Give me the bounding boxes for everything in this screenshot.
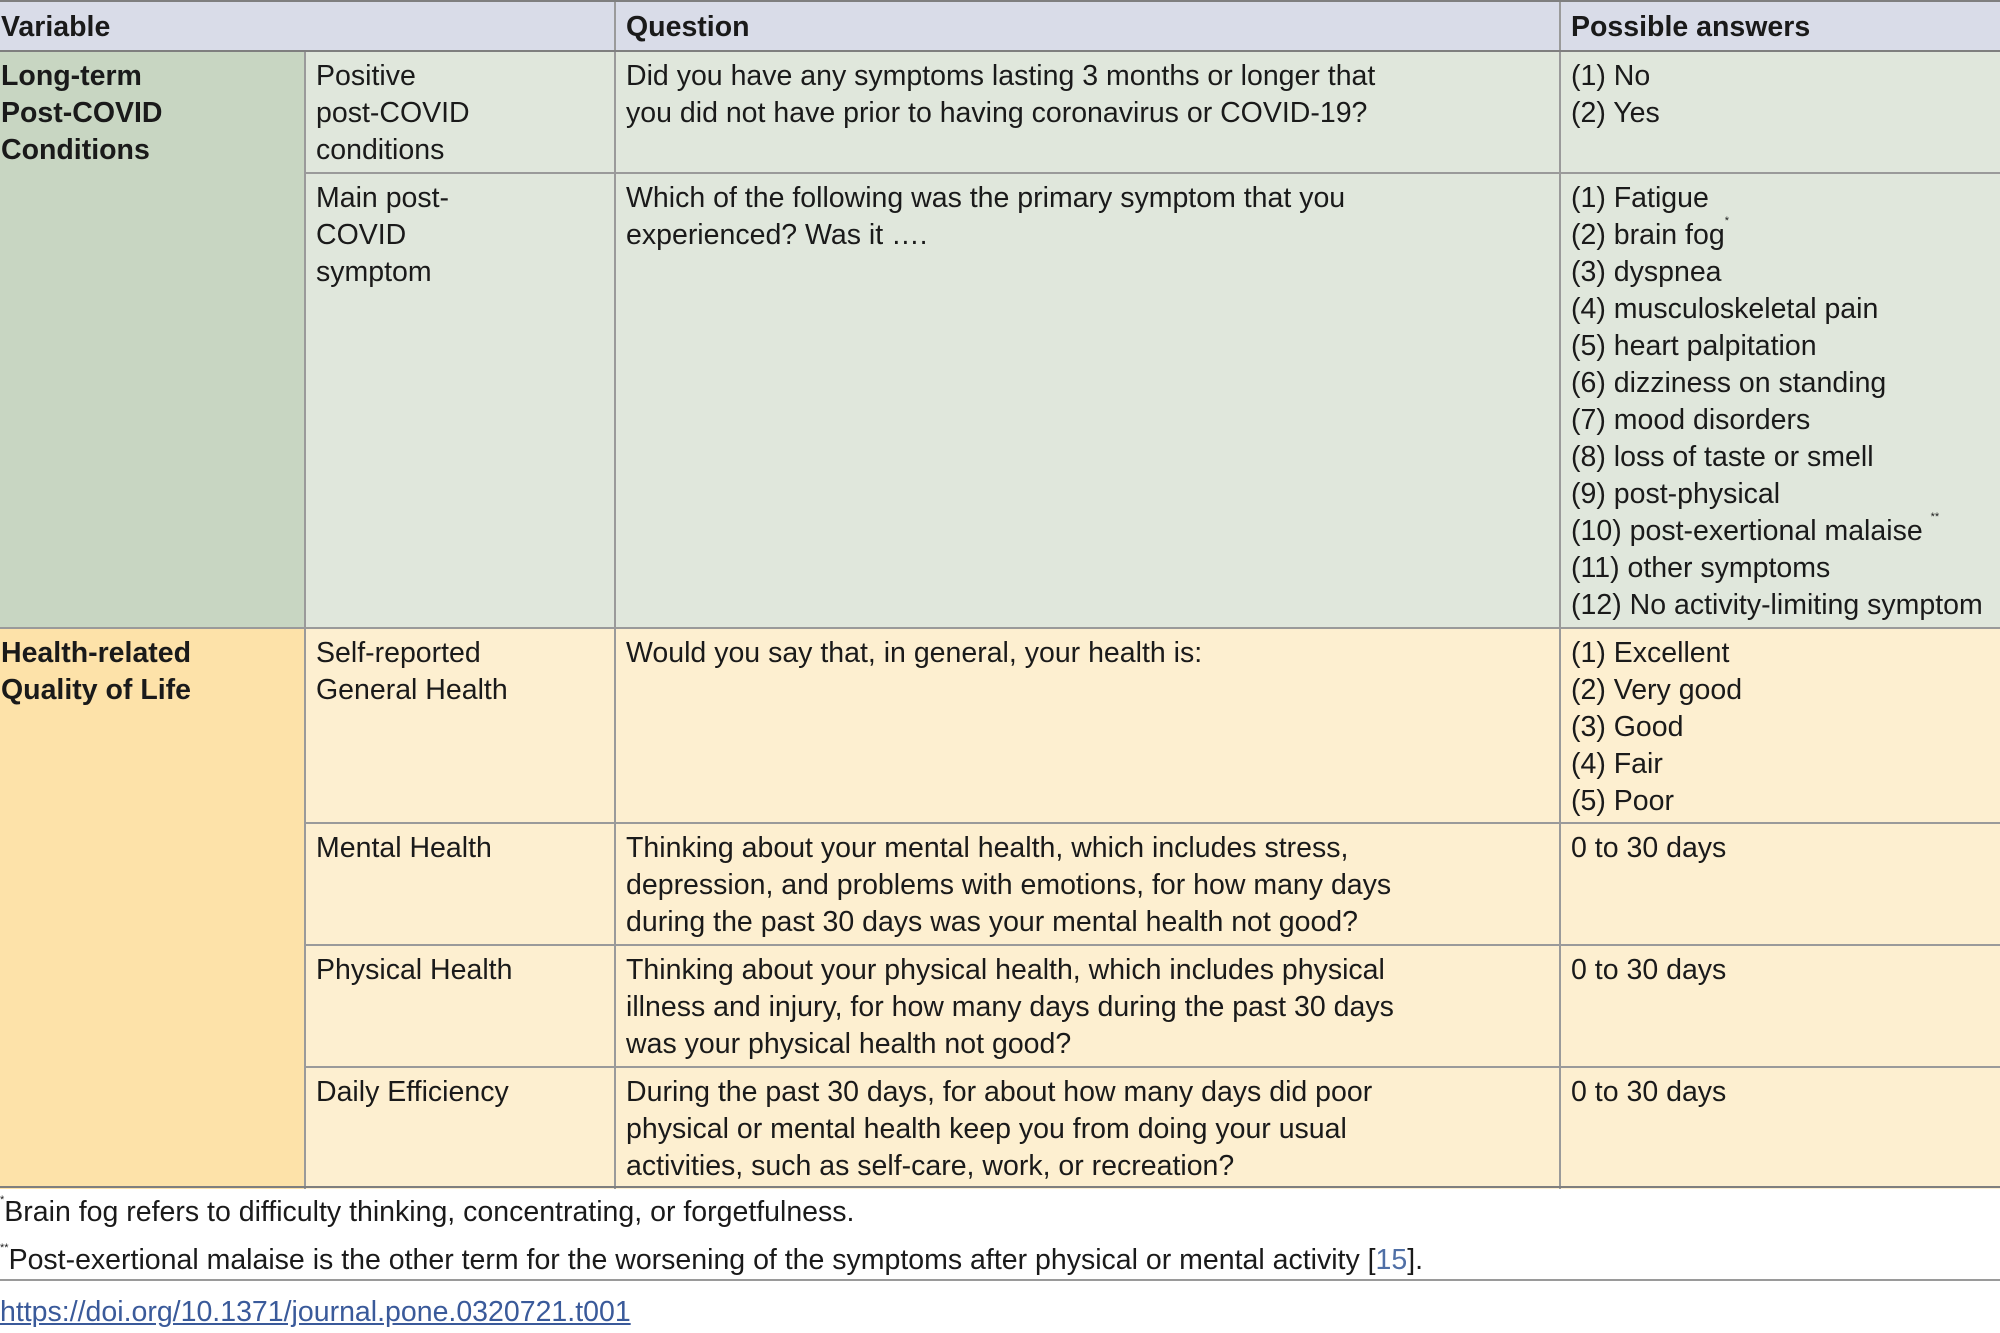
footnote-text: Post-exertional malaise is the other term for the worsening of the symptoms after physical or mental activity [ — [8, 1244, 1376, 1276]
question-cell: Thinking about your physical health, which includes physical illness and injury, for how many days during the past 30 days was your physical health not good? — [615, 945, 1560, 1067]
answers-cell — [1560, 945, 2000, 1067]
variable-cell: Mental Health — [305, 823, 615, 945]
table-footnotes — [0, 1186, 2000, 1276]
answer-option: (4) musculoskeletal pain — [1571, 293, 1879, 325]
question-cell: Did you have any symptoms lasting 3 months or longer that you did not have prior to having coronavirus or COVID-19? — [615, 51, 1560, 173]
footnote-text: Brain fog refers to difficulty thinking, concentrating, or forgetfulness. — [4, 1196, 855, 1228]
answer-option: (7) mood disorders — [1571, 404, 1811, 436]
group-label-post-covid: Long-term Post-COVID Conditions — [0, 51, 305, 628]
footnote-brain-fog — [0, 1196, 854, 1229]
footnote-marker: ** — [1930, 511, 1940, 523]
answer-option: (11) other symptoms — [1571, 552, 1831, 584]
question-cell: Would you say that, in general, your health is: — [615, 628, 1560, 823]
answer-option: (5) Poor — [1571, 785, 1674, 817]
answer-option: (3) dyspnea — [1571, 256, 1722, 288]
answer-option-text: (10) post-exertional malaise — [1571, 515, 1931, 547]
answer-option — [1571, 217, 1990, 254]
answer-option: (12) No activity-limiting symptom — [1571, 589, 1983, 621]
answer-option: (2) Very good — [1571, 674, 1743, 706]
table-row — [0, 51, 2000, 173]
header-possible-answers: Possible answers — [1560, 1, 2000, 51]
variable-cell: Self-reported General Health — [305, 628, 615, 823]
answers-cell — [1560, 823, 2000, 945]
answer-option: 0 to 30 days — [1571, 832, 1727, 864]
footnote-marker: * — [0, 1194, 5, 1206]
variable-cell: Main post- COVID symptom — [305, 173, 615, 628]
answer-option: (5) heart palpitation — [1571, 330, 1817, 362]
footnote-text-end: ]. — [1407, 1244, 1424, 1276]
question-cell: Which of the following was the primary symptom that you experienced? Was it …. — [615, 173, 1560, 628]
answer-option-text: (2) brain fog — [1571, 219, 1725, 251]
answer-option: (6) dizziness on standing — [1571, 367, 1887, 399]
answer-option: (4) Fair — [1571, 748, 1663, 780]
answer-option: (8) loss of taste or smell — [1571, 441, 1874, 473]
group-label-quality-of-life: Health-related Quality of Life — [0, 628, 305, 1189]
table-header-row — [0, 1, 2000, 51]
answers-cell — [1560, 1067, 2000, 1189]
answer-option — [1571, 513, 1990, 550]
footnote-malaise — [0, 1244, 1423, 1277]
question-cell: During the past 30 days, for about how many days did poor physical or mental health keep you from doing your usual activities, such as self-care, work, or recreation? — [615, 1067, 1560, 1189]
answer-option: 0 to 30 days — [1571, 1076, 1727, 1108]
footnote-divider — [0, 1279, 2000, 1281]
variable-cell: Positive post-COVID conditions — [305, 51, 615, 173]
answer-option: 0 to 30 days — [1571, 954, 1727, 986]
reference-link[interactable]: 15 — [1375, 1244, 1408, 1276]
header-question: Question — [615, 1, 1560, 51]
answers-cell — [1560, 173, 2000, 628]
doi-link[interactable]: https://doi.org/10.1371/journal.pone.0320721.t001 — [0, 1296, 631, 1328]
question-cell: Thinking about your mental health, which includes stress, depression, and problems with emotions, for how many days during the past 30 days was your mental health not good? — [615, 823, 1560, 945]
answer-option: (9) post-physical — [1571, 478, 1781, 510]
answers-cell — [1560, 51, 2000, 173]
variable-cell: Physical Health — [305, 945, 615, 1067]
answers-cell — [1560, 628, 2000, 823]
table-row — [0, 628, 2000, 823]
answer-option: (1) No — [1571, 60, 1651, 92]
variable-cell: Daily Efficiency — [305, 1067, 615, 1189]
footnote-marker: ** — [0, 1242, 9, 1254]
header-variable: Variable — [0, 1, 615, 51]
answer-option: (3) Good — [1571, 711, 1684, 743]
answer-option: (1) Fatigue — [1571, 182, 1709, 214]
answer-option: (1) Excellent — [1571, 637, 1730, 669]
answer-option: (2) Yes — [1571, 97, 1660, 129]
footnote-marker: * — [1724, 215, 1729, 227]
